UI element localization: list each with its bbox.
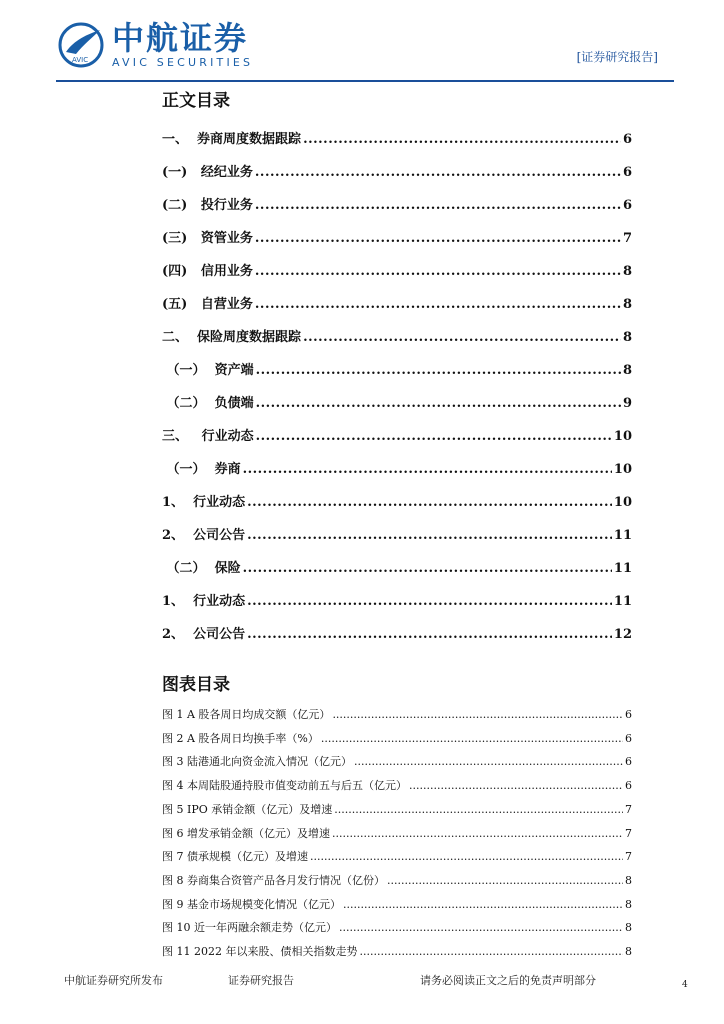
figure-entry-page: 8 — [625, 897, 632, 911]
toc-entry-label: （一） 资产端 — [162, 363, 254, 378]
toc-leader-dots — [243, 461, 612, 479]
figure-entry[interactable] — [162, 920, 632, 935]
toc-leader-dots — [255, 164, 621, 182]
toc-entry[interactable] — [162, 560, 632, 578]
toc-entry-label: (二) 投行业务 — [162, 198, 253, 213]
toc-entry-page: 10 — [613, 495, 632, 510]
toc-entry[interactable] — [162, 329, 632, 347]
toc-entry[interactable] — [162, 296, 632, 314]
toc-entry-page: 11 — [613, 594, 632, 609]
toc-entry-label: （二） 保险 — [162, 561, 241, 576]
figure-entry[interactable] — [162, 802, 632, 817]
toc-entry-page: 8 — [622, 363, 632, 378]
toc-leader-dots — [255, 197, 621, 215]
toc-entry-label: 2、 公司公告 — [162, 627, 246, 642]
toc-leader-dots — [303, 131, 621, 149]
figure-entry-page: 6 — [625, 779, 632, 793]
figure-entry-page: 8 — [625, 873, 632, 887]
toc-entry-label: (五) 自营业务 — [162, 297, 253, 312]
toc-entry-label: 三、 行业动态 — [162, 429, 254, 444]
toc-entry[interactable] — [162, 197, 632, 215]
footer-publisher: 中航证券研究所发布 — [64, 974, 163, 987]
toc-entry[interactable] — [162, 362, 632, 380]
figure-entry-page: 6 — [625, 708, 632, 721]
figure-leader-dots — [409, 778, 623, 793]
figure-entry-label: 图 5 IPO 承销金额（亿元）及增速 — [162, 802, 333, 816]
report-type-tag: [证券研究报告] — [576, 50, 658, 64]
figure-entry-label: 图 9 基金市场规模变化情况（亿元） — [162, 897, 341, 911]
figure-entry-page: 7 — [625, 850, 632, 864]
toc-entry-page: 11 — [613, 561, 632, 576]
toc-leader-dots — [247, 593, 612, 611]
toc-leader-dots — [256, 428, 612, 446]
toc-entry-label: 一、 券商周度数据跟踪 — [162, 132, 302, 147]
toc-entry[interactable] — [162, 164, 632, 182]
figure-leader-dots — [343, 897, 623, 912]
toc-leader-dots — [255, 296, 621, 314]
toc-leader-dots — [247, 527, 612, 545]
figure-leader-dots — [332, 826, 623, 841]
footer-disclaimer: 请务必阅读正文之后的免责声明部分 — [420, 974, 596, 987]
figure-entry-page: 7 — [625, 826, 632, 840]
page-header — [0, 0, 724, 82]
figure-entry[interactable] — [162, 778, 632, 793]
toc-entry-label: (四) 信用业务 — [162, 264, 253, 279]
figure-leader-dots — [321, 731, 623, 746]
toc-entry[interactable] — [162, 494, 632, 512]
toc-entry-page: 11 — [613, 528, 632, 543]
toc-entry-label: 2、 公司公告 — [162, 528, 246, 543]
toc-entry[interactable] — [162, 131, 632, 149]
toc-leader-dots — [303, 329, 621, 347]
toc-entry[interactable] — [162, 593, 632, 611]
toc-entry-page: 9 — [622, 396, 632, 411]
figure-leader-dots — [334, 802, 623, 817]
toc-entry-page: 10 — [613, 462, 632, 477]
toc-entry-label: 1、 行业动态 — [162, 594, 246, 609]
figure-entry-page: 8 — [625, 921, 632, 935]
toc-leader-dots — [256, 395, 621, 413]
toc-entry-page: 6 — [622, 132, 632, 147]
toc-leader-dots — [243, 560, 612, 578]
toc-entry-page: 8 — [622, 264, 632, 279]
toc-entry[interactable] — [162, 527, 632, 545]
figure-leader-dots — [332, 707, 623, 722]
toc-entry[interactable] — [162, 263, 632, 281]
toc-title: 正文目录 — [162, 91, 230, 111]
figure-entry-label: 图 4 本周陆股通持股市值变动前五与后五（亿元） — [162, 779, 407, 793]
figure-entry-page: 6 — [625, 755, 632, 769]
figure-entry-label: 图 3 陆港通北向资金流入情况（亿元） — [162, 755, 352, 769]
toc-entry-label: 二、 保险周度数据跟踪 — [162, 330, 302, 345]
figure-entry-page: 7 — [625, 802, 632, 816]
figure-entry[interactable] — [162, 754, 632, 769]
toc-entry-label: （一） 券商 — [162, 462, 241, 477]
toc-entry[interactable] — [162, 230, 632, 248]
toc-entry-page: 7 — [622, 231, 632, 246]
toc-entry-page: 8 — [622, 330, 632, 345]
figure-entry-label: 图 11 2022 年以来股、债相关指数走势 — [162, 945, 358, 958]
figure-entry-page: 8 — [625, 945, 632, 958]
figures-title: 图表目录 — [162, 675, 230, 695]
figure-entry-label: 图 8 券商集合资管产品各月发行情况（亿份） — [162, 873, 385, 887]
figure-entry[interactable] — [162, 731, 632, 746]
page-number: 4 — [682, 980, 688, 990]
toc-leader-dots — [255, 230, 621, 248]
toc-entry-page: 10 — [613, 429, 632, 444]
figure-entry-label: 图 2 A 股各周日均换手率（%） — [162, 731, 319, 745]
brand-name-en: AVIC SECURITIES — [112, 56, 254, 69]
figure-entry[interactable] — [162, 873, 632, 888]
toc-leader-dots — [247, 494, 612, 512]
toc-entry-label: （二） 负债端 — [162, 396, 254, 411]
footer-doc-type: 证券研究报告 — [228, 974, 294, 987]
figure-entry-label: 图 7 债承规模（亿元）及增速 — [162, 850, 308, 864]
figure-entry[interactable] — [162, 849, 632, 864]
figure-leader-dots — [387, 873, 623, 888]
figure-entry[interactable] — [162, 707, 632, 722]
header-divider — [56, 80, 674, 82]
figure-entry[interactable] — [162, 826, 632, 841]
toc-entry[interactable] — [162, 428, 632, 446]
toc-entry[interactable] — [162, 626, 632, 644]
toc-entry-label: 1、 行业动态 — [162, 495, 246, 510]
toc-entry-page: 6 — [622, 198, 632, 213]
figure-entry-label: 图 1 A 股各周日均成交额（亿元） — [162, 708, 331, 721]
toc-leader-dots — [256, 362, 621, 380]
figure-leader-dots — [339, 920, 623, 935]
toc-entry[interactable] — [162, 395, 632, 413]
toc-leader-dots — [255, 263, 621, 281]
figure-leader-dots — [359, 944, 623, 959]
toc-entry-label: (一) 经纪业务 — [162, 165, 253, 180]
figure-entry-label: 图 6 增发承销金额（亿元）及增速 — [162, 826, 330, 840]
brand-name-cn: 中航证券 — [112, 19, 249, 57]
toc-entry-page: 12 — [613, 627, 632, 642]
figure-leader-dots — [354, 754, 623, 769]
toc-leader-dots — [247, 626, 612, 644]
toc-entry-label: (三) 资管业务 — [162, 231, 253, 246]
figure-leader-dots — [310, 849, 623, 864]
toc-entry-page: 6 — [622, 165, 632, 180]
logo-mark-text: AVIC — [72, 56, 89, 64]
figure-entry[interactable] — [162, 944, 632, 959]
toc-entry[interactable] — [162, 461, 632, 479]
figure-entry[interactable] — [162, 897, 632, 912]
figure-entry-label: 图 10 近一年两融余额走势（亿元） — [162, 921, 337, 935]
toc-entry-page: 8 — [622, 297, 632, 312]
avic-logo-icon — [58, 22, 104, 68]
figure-entry-page: 6 — [625, 731, 632, 745]
